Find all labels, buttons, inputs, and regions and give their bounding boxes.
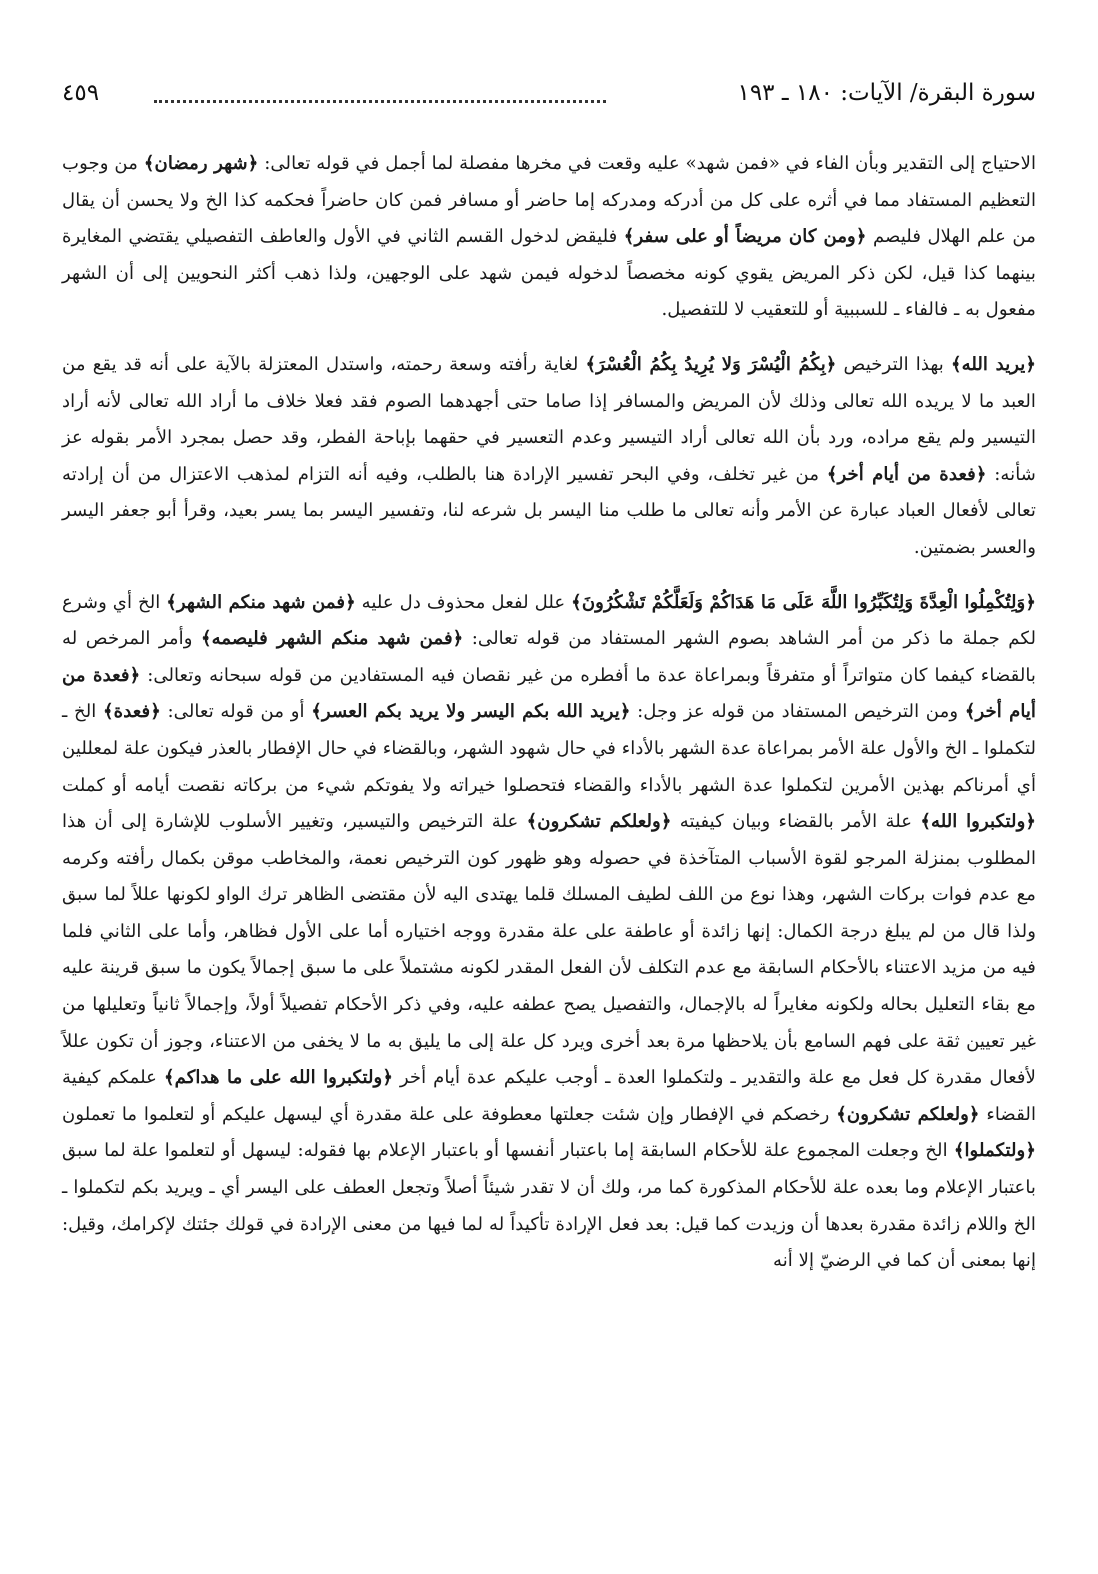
quran-quote: ﴿شهر رمضان﴾ <box>143 153 259 174</box>
quran-quote: ﴿ولتكبروا الله على ما هداكم﴾ <box>163 1067 393 1089</box>
commentary-text: الاحتياج إلى التقدير وبأن الفاء في «فمن شهد» عليه وقعت في مخرها مفصلة لما أجمل في قوله تعالى: <box>258 153 1036 174</box>
commentary-text: الخ وجعلت المجموع علة للأحكام السابقة إما باعتبار أنفسها أو باعتبار الإعلام بها فقوله: ليسهل أو لتعلموا علة لما سبق باعتبار الإعلام وما بعده علة للأحكام المذكورة كما مر، ولك أن لا تقدر شيئاً أصلاً وتجعل العطف على اليسر أي ـ ويريد بكم لتكملوا ـ الخ واللام زائدة مقدرة بعدها أن وزيدت كما قيل: بعد فعل الإرادة تأكيداً له لما فيها من معنى الإرادة في قولك جئتك لإكرامك، وقيل: إنها بمعنى أن كما في الرضيّ إلا أنه <box>62 1140 1036 1272</box>
commentary-text: فليقض لدخول القسم الثاني في الأول والعاطف التفصيلي يقتضي المغايرة بينهما كذا قيل، لكن ذكر المريض يقوي كونه مخصصاً لدخوله فيمن شهد على الوجهين، ولذا ذهب أكثر النحويين إلى أن الشهر مفعول به ـ فالفاء ـ للسببية أو للتعقيب لا للتفصيل. <box>62 226 1036 321</box>
quran-quote: ﴿يريد الله﴾ <box>950 353 1037 375</box>
quran-quote: ﴿ومن كان مريضاً أو على سفر﴾ <box>623 226 867 248</box>
page-number: ٤٥٩ <box>62 80 100 106</box>
quran-quote: ﴿ولعلكم تشكرون﴾ <box>526 811 672 833</box>
paragraph-1 <box>62 146 1036 329</box>
commentary-text: وأمر المرخص له بالقضاء كيفما كان متواتراً أو متفرقاً وبمراعاة عدة ما أفطره من غير نقصان فيه المستفادين من قوله سبحانه وتعالى: <box>62 628 1036 686</box>
quran-quote: ﴿فعدة من أيام أخر﴾ <box>62 664 1036 723</box>
running-header <box>62 80 1036 114</box>
quran-quote: ﴿يريد الله بكم اليسر ولا يريد بكم العسر﴾ <box>311 701 631 723</box>
quran-quote: ﴿بِكُمُ الْيُسْرَ وَلا يُرِيدُ بِكُمُ الْعُسْرَ﴾ <box>585 353 837 375</box>
quran-quote: ﴿وَلِتُكْمِلُوا الْعِدَّةَ وَلِتُكَبِّرُوا اللَّهَ عَلَى مَا هَدَاكُمْ وَلَعَلَّكُمْ تَشْكُرُونَ﴾ <box>571 591 1036 613</box>
commentary-text: علل لفعل محذوف دل عليه <box>355 591 572 613</box>
commentary-text: علة الأمر بالقضاء وبيان كيفيته <box>671 811 921 833</box>
commentary-text: من وجوب التعظيم المستفاد مما في أثره على كل من أدركه ومدركه إما حاضر أو مسافر فمن كان حاضراً فحكمه كذا الخ ولا يحسن أن يقال من علم الهلال فليصم <box>62 153 1036 248</box>
quran-quote: ﴿ولعلكم تشكرون﴾ <box>836 1103 980 1125</box>
commentary-text: رخصكم في الإفطار وإن شئت جعلتها معطوفة على علة مقدرة أي ليسهل عليكم أو لتعلموا ما تعملون <box>62 1103 837 1125</box>
header-dot-leader <box>154 100 606 103</box>
commentary-text: بهذا الترخيص <box>836 353 951 375</box>
commentary-text: لغاية رأفته وسعة رحمته، واستدل المعتزلة بالآية على أنه قد يقع من العبد ما لا يريده الله تعالى وذلك لأن المريض والمسافر إذا صاما حتى أجهدهما الصوم فقد فعلا خلاف ما أراد الله تعالى لأنه أراد التيسير ولم يقع مراده، ورد بأن الله تعالى أراد التيسير وعدم التعسير في حقهما بإباحة الفطر، وقد حصل بمجرد الأمر بقوله عز شأنه: <box>62 353 1036 485</box>
commentary-text: الخ ـ لتكملوا ـ الخ والأول علة الأمر بمراعاة عدة الشهر بالأداء في حال شهود الشهر، وبالقضاء في حال الإفطار بالعذر فيكون علة لمعللين أي أمرناكم بهذين الأمرين لتكملوا عدة الشهر بالأداء والقضاء فتحصلوا خيراته ولا يفوتكم شيء من بركاته نقصت أيامه أو كملت <box>62 701 1036 796</box>
commentary-text: ومن الترخيص المستفاد من قوله عز وجل: <box>630 701 965 723</box>
page-body <box>62 146 1036 1280</box>
paragraph-2 <box>62 347 1036 567</box>
quran-quote: ﴿فمن شهد منكم الشهر﴾ <box>166 591 356 613</box>
header-title: سورة البقرة/ الآيات: ١٨٠ ـ ١٩٣ <box>737 80 1036 106</box>
quran-quote: ﴿فعدة﴾ <box>103 701 161 723</box>
quran-quote: ﴿ولتكملوا﴾ <box>953 1140 1036 1162</box>
commentary-text: علمكم كيفية القضاء <box>62 1067 1036 1125</box>
commentary-text: علة الترخيص والتيسير، وتغيير الأسلوب للإشارة إلى أن هذا المطلوب بمنزلة المرجو لقوة الأسباب المتآخذة في حصوله وهو ظهور كون الترخيص نعمة، والمخاطب موقن بكمال رأفته وكرمه مع عدم فوات بركات الشهر، وهذا نوع من اللف لطيف المسلك قلما يهتدى اليه لأن مقتضى الظاهر ترك الواو لكونها عللاً لما سبق ولذا قال من لم يبلغ درجة الكمال: إنها زائدة أو عاطفة على علة مقدرة ووجه اختياره أما على الأول فظاهر، وأما على الثاني فلما فيه من مزيد الاعتناء بالأحكام السابقة مع عدم التكلف لأن الفعل المقدر لكونه مشتملاً على ما سبق إجمالاً يكون ما سبق قرينة عليه مع بقاء التعليل بحاله ولكونه مغايراً له بالإجمال، والتفصيل يصح عطفه عليه، وفي ذكر الأحكام تفصيلاً أولاً، وإجمالاً ثانياً وتعليلها من غير تعيين ثقة على فهم السامع بأن يلاحظها مرة بعد أخرى ويرد كل علة إلى ما يليق به ما لا يخفى من الاعتناء، وجوز أن تكون عللاً لأفعال مقدرة كل فعل مع علة والتقدير ـ ولتكملوا العدة ـ أوجب عليكم عدة أيام أخر <box>62 811 1036 1089</box>
commentary-text: الخ أي وشرع لكم جملة ما ذكر من أمر الشاهد بصوم الشهر المستفاد من قوله تعالى: <box>62 591 1036 650</box>
paragraph-3 <box>62 585 1036 1280</box>
quran-quote: ﴿ولتكبروا الله﴾ <box>920 811 1037 833</box>
quran-quote: ﴿فمن شهد منكم الشهر فليصمه﴾ <box>200 628 464 650</box>
commentary-text: أو من قوله تعالى: <box>160 701 312 723</box>
quran-quote: ﴿فعدة من أيام أخر﴾ <box>826 463 987 485</box>
commentary-text: من غير تخلف، وفي البحر تفسير الإرادة هنا بالطلب، وفيه أنه التزام لمذهب الاعتزال من أن إرادته تعالى لأفعال العباد عبارة عن الأمر وأنه تعالى ما طلب منا اليسر بل شرعه لنا، وتفسير اليسر بما يسر بعيد، وقرأ أبو جعفر اليسر والعسر بضمتين. <box>62 463 1036 558</box>
